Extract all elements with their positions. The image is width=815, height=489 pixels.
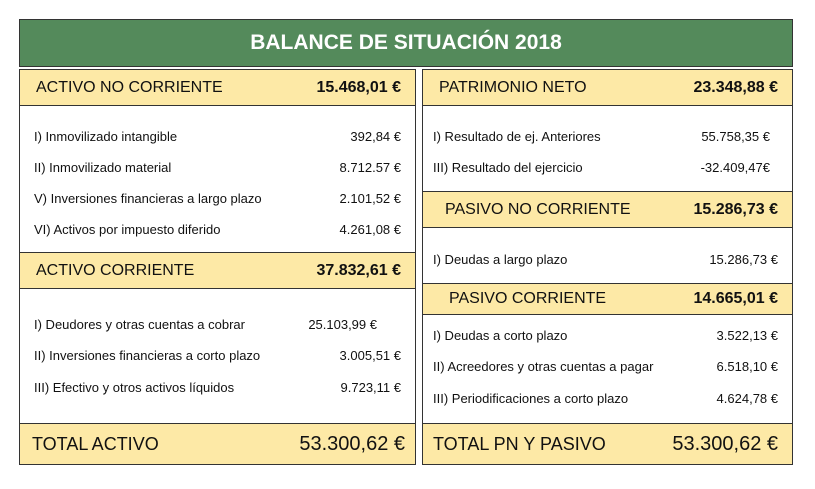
item-value: 6.518,10 € xyxy=(716,358,778,374)
item-value: 55.758,35 € xyxy=(701,128,770,144)
list-item xyxy=(423,126,792,146)
activo-no-corriente-header xyxy=(19,69,416,106)
pasivo-column xyxy=(422,69,793,465)
item-value: 3.005,51 € xyxy=(339,347,401,363)
item-value: 8.712.57 € xyxy=(339,159,401,175)
list-item xyxy=(423,157,792,177)
list-item xyxy=(20,126,415,146)
section-label: ACTIVO NO CORRIENTE xyxy=(36,78,223,96)
list-item xyxy=(423,325,792,345)
item-label: I) Deudas a corto plazo xyxy=(433,327,568,343)
list-item xyxy=(423,249,792,269)
item-label: I) Deudores y otras cuentas a cobrar xyxy=(34,316,245,332)
section-label: PASIVO CORRIENTE xyxy=(449,290,607,307)
section-label: PATRIMONIO NETO xyxy=(439,78,587,96)
section-label: PASIVO NO CORRIENTE xyxy=(445,200,631,218)
item-label: III) Efectivo y otros activos líquidos xyxy=(34,379,235,395)
item-label: II) Inversiones financieras a corto plazo xyxy=(34,347,261,363)
section-value: 23.348,88 € xyxy=(693,78,778,96)
item-value: 392,84 € xyxy=(350,128,401,144)
activo-corriente-items xyxy=(19,289,416,424)
activo-corriente-header xyxy=(19,252,416,289)
section-value: 14.665,01 € xyxy=(693,290,778,307)
total-value: 53.300,62 € xyxy=(299,432,405,455)
activo-column xyxy=(19,69,416,465)
list-item xyxy=(20,377,415,397)
list-item xyxy=(20,219,415,239)
section-value: 15.468,01 € xyxy=(316,78,401,96)
total-activo xyxy=(19,423,416,465)
activo-no-corriente-items xyxy=(19,106,416,253)
section-value: 15.286,73 € xyxy=(693,200,778,218)
item-value: 9.723,11 € xyxy=(340,379,401,395)
list-item xyxy=(20,345,415,365)
pasivo-corriente-items xyxy=(422,315,793,424)
patrimonio-neto-header xyxy=(422,69,793,106)
list-item xyxy=(20,188,415,208)
list-item xyxy=(20,314,415,334)
item-value: 25.103,99 € xyxy=(308,316,377,332)
item-value: 2.101,52 € xyxy=(339,190,401,206)
total-label: TOTAL PN Y PASIVO xyxy=(433,433,606,454)
item-value: 15.286,73 € xyxy=(709,251,778,267)
section-label: ACTIVO CORRIENTE xyxy=(36,261,195,279)
item-value: 3.522,13 € xyxy=(716,327,778,343)
item-label: I) Resultado de ej. Anteriores xyxy=(433,128,601,144)
list-item xyxy=(423,388,792,408)
item-label: II) Inmovilizado material xyxy=(34,159,172,175)
patrimonio-neto-items xyxy=(422,106,793,192)
pasivo-corriente-header xyxy=(422,283,793,315)
item-label: V) Inversiones financieras a largo plazo xyxy=(34,190,262,206)
pasivo-no-corriente-header xyxy=(422,191,793,228)
item-label: I) Inmovilizado intangible xyxy=(34,128,178,144)
item-label: II) Acreedores y otras cuentas a pagar xyxy=(433,358,654,374)
item-value: 4.261,08 € xyxy=(339,221,401,237)
balance-sheet xyxy=(19,19,793,465)
item-label: VI) Activos por impuesto diferido xyxy=(34,221,221,237)
pasivo-no-corriente-items xyxy=(422,228,793,284)
item-label: III) Periodificaciones a corto plazo xyxy=(433,390,629,406)
total-label: TOTAL ACTIVO xyxy=(32,433,159,454)
list-item xyxy=(423,356,792,376)
sheet-title: BALANCE DE SITUACIÓN 2018 xyxy=(19,19,793,67)
item-label: I) Deudas a largo plazo xyxy=(433,251,568,267)
section-value: 37.832,61 € xyxy=(316,261,401,279)
list-item xyxy=(20,157,415,177)
item-value: 4.624,78 € xyxy=(716,390,778,406)
item-value: -32.409,47€ xyxy=(700,159,770,175)
total-pn-pasivo xyxy=(422,423,793,465)
total-value: 53.300,62 € xyxy=(672,432,778,455)
item-label: III) Resultado del ejercicio xyxy=(433,159,583,175)
